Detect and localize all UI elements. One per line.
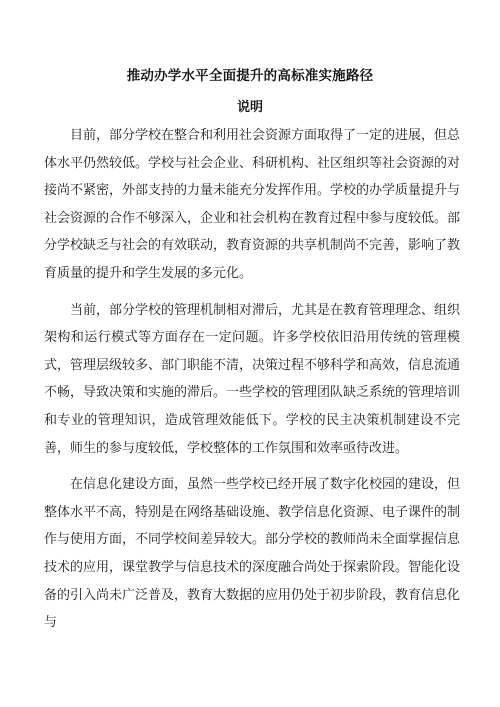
paragraph-1: 目前，部分学校在整合和利用社会资源方面取得了一定的进展，但总体水平仍然较低。学校与社会企业、科研机构、社区组织等社会资源的对接尚不紧密，外部支持的力量未能充分发挥作用。学校的办学质量提升与社会资源的合作不够深入，企业和社会机构在教育过程中参与度较低。部分学校缺乏与社会的有效联动，教育资源的共享机制尚不完善，影响了教育质量的提升和学生发展的多元化。 <box>44 128 461 281</box>
section-heading: 说明 <box>236 100 263 115</box>
document-title: 推动办学水平全面提升的高标准实施路径 <box>126 68 374 84</box>
document-body <box>44 122 460 637</box>
paragraph-3: 在信息化建设方面，虽然一些学校已经开展了数字化校园的建设，但整体水平不高，特别是在网络基础设施、教学信息化资源、电子课件的制作与使用方面，不同学校间差异较大。部分学校的教师尚未全面掌握信息技术的应用，课堂教学与信息技术的深度融合尚处于探索阶段。智能化设备的引入尚未广泛普及，教育大数据的应用仍处于初步阶段，教育信息化与 <box>44 477 461 631</box>
paragraph-2: 当前，部分学校的管理机制相对滞后，尤其是在教育管理理念、组织架构和运行模式等方面存在一定问题。许多学校依旧沿用传统的管理模式，管理层级较多、部门职能不清，决策过程不够科学和高效，信息流通不畅，导致决策和实施的滞后。一些学校的管理团队缺乏系统的管理培训和专业的管理知识，造成管理效能低下。学校的民主决策机制建设不完善，师生的参与度较低，学校整体的工作氛围和效率亟待改进。 <box>44 302 461 456</box>
